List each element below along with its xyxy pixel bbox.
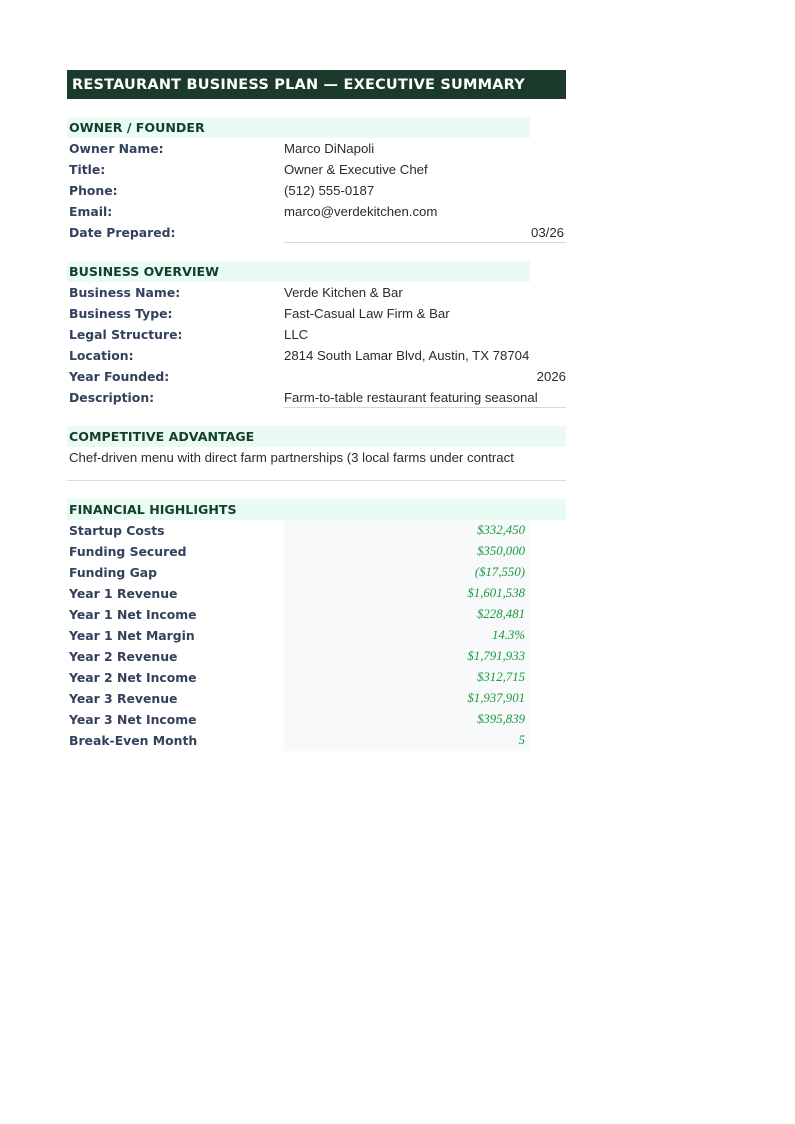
row-value: Owner & Executive Chef xyxy=(284,162,428,177)
table-row xyxy=(67,387,567,408)
table-row xyxy=(67,646,567,667)
row-label: Year 1 Net Margin xyxy=(69,628,195,643)
row-value: (512) 555-0187 xyxy=(284,183,375,198)
row-amount: $1,601,538 xyxy=(284,583,529,604)
competitive-advantage-text: Chef-driven menu with direct farm partnerships (3 local farms under contract xyxy=(69,450,514,465)
row-label: Year 2 Net Income xyxy=(69,670,197,685)
row-label: Description: xyxy=(69,390,155,405)
table-row xyxy=(67,180,567,201)
row-label: Year Founded: xyxy=(69,369,170,384)
spacer xyxy=(67,99,567,117)
row-label: Email: xyxy=(69,204,113,219)
row-label: Date Prepared: xyxy=(69,225,176,240)
table-row xyxy=(67,541,567,562)
row-label: Phone: xyxy=(69,183,118,198)
row-amount: $312,715 xyxy=(284,667,529,688)
spacer xyxy=(67,481,567,499)
row-amount: $395,839 xyxy=(284,709,529,730)
row-value: Farm-to-table restaurant featuring seasonal xyxy=(284,387,566,408)
table-row xyxy=(67,303,567,324)
row-value: Marco DiNapoli xyxy=(284,141,375,156)
table-row xyxy=(67,159,567,180)
row-amount: 14.3% xyxy=(284,625,529,646)
table-row xyxy=(67,520,567,541)
section-header-competitive-advantage xyxy=(67,426,568,447)
table-row xyxy=(67,604,567,625)
row-label: Year 1 Revenue xyxy=(69,586,178,601)
section-heading-label: BUSINESS OVERVIEW xyxy=(69,264,220,279)
row-label: Business Type: xyxy=(69,306,173,321)
row-label: Year 3 Revenue xyxy=(69,691,178,706)
section-header-business-overview xyxy=(67,261,530,282)
section-header-owner xyxy=(67,117,530,138)
row-label: Startup Costs xyxy=(69,523,165,538)
spacer xyxy=(67,408,567,426)
table-row xyxy=(67,345,567,366)
section-heading-label: FINANCIAL HIGHLIGHTS xyxy=(69,502,237,517)
table-row xyxy=(67,366,567,387)
row-label: Year 2 Revenue xyxy=(69,649,178,664)
table-row xyxy=(67,688,567,709)
table-row xyxy=(67,201,567,222)
row-value: Fast-Casual Law Firm & Bar xyxy=(284,306,450,321)
row-amount: $228,481 xyxy=(284,604,529,625)
section-header-financial-highlights xyxy=(67,499,568,520)
table-row xyxy=(67,282,567,303)
row-value: 03/26 xyxy=(284,222,566,243)
row-label: Business Name: xyxy=(69,285,181,300)
row-label: Year 3 Net Income xyxy=(69,712,197,727)
spacer xyxy=(67,469,567,480)
row-label: Title: xyxy=(69,162,106,177)
row-label: Year 1 Net Income xyxy=(69,607,197,622)
row-label: Funding Secured xyxy=(69,544,187,559)
table-row xyxy=(67,222,567,243)
table-row xyxy=(67,562,567,583)
section-heading-label: COMPETITIVE ADVANTAGE xyxy=(69,429,255,444)
table-row xyxy=(67,709,567,730)
row-label: Break-Even Month xyxy=(69,733,198,748)
row-value: Verde Kitchen & Bar xyxy=(284,285,403,300)
row-label: Legal Structure: xyxy=(69,327,183,342)
table-row xyxy=(67,730,567,751)
column-clip-mask xyxy=(566,0,795,1124)
table-row xyxy=(67,138,567,159)
table-row xyxy=(67,324,567,345)
row-label: Location: xyxy=(69,348,134,363)
table-row xyxy=(67,583,567,604)
table-row xyxy=(67,625,567,646)
row-amount: $332,450 xyxy=(284,520,529,541)
page-title: RESTAURANT BUSINESS PLAN — EXECUTIVE SUMMARY xyxy=(72,76,525,93)
row-amount: $350,000 xyxy=(284,541,529,562)
row-value: marco@verdekitchen.com xyxy=(284,204,438,219)
row-label: Funding Gap xyxy=(69,565,158,580)
spacer xyxy=(67,243,567,261)
row-value: 2026 xyxy=(536,369,566,384)
row-amount: ($17,550) xyxy=(284,562,529,583)
spreadsheet-sheet xyxy=(67,70,567,751)
row-label: Owner Name: xyxy=(69,141,164,156)
row-amount: $1,791,933 xyxy=(284,646,529,667)
table-row xyxy=(67,667,567,688)
row-amount: 5 xyxy=(284,730,529,751)
row-amount: $1,937,901 xyxy=(284,688,529,709)
row-value: 2814 South Lamar Blvd, Austin, TX 78704 xyxy=(284,348,530,363)
row-value: LLC xyxy=(284,327,309,342)
document-title-bar xyxy=(67,70,567,99)
section-heading-label: OWNER / FOUNDER xyxy=(69,120,205,135)
